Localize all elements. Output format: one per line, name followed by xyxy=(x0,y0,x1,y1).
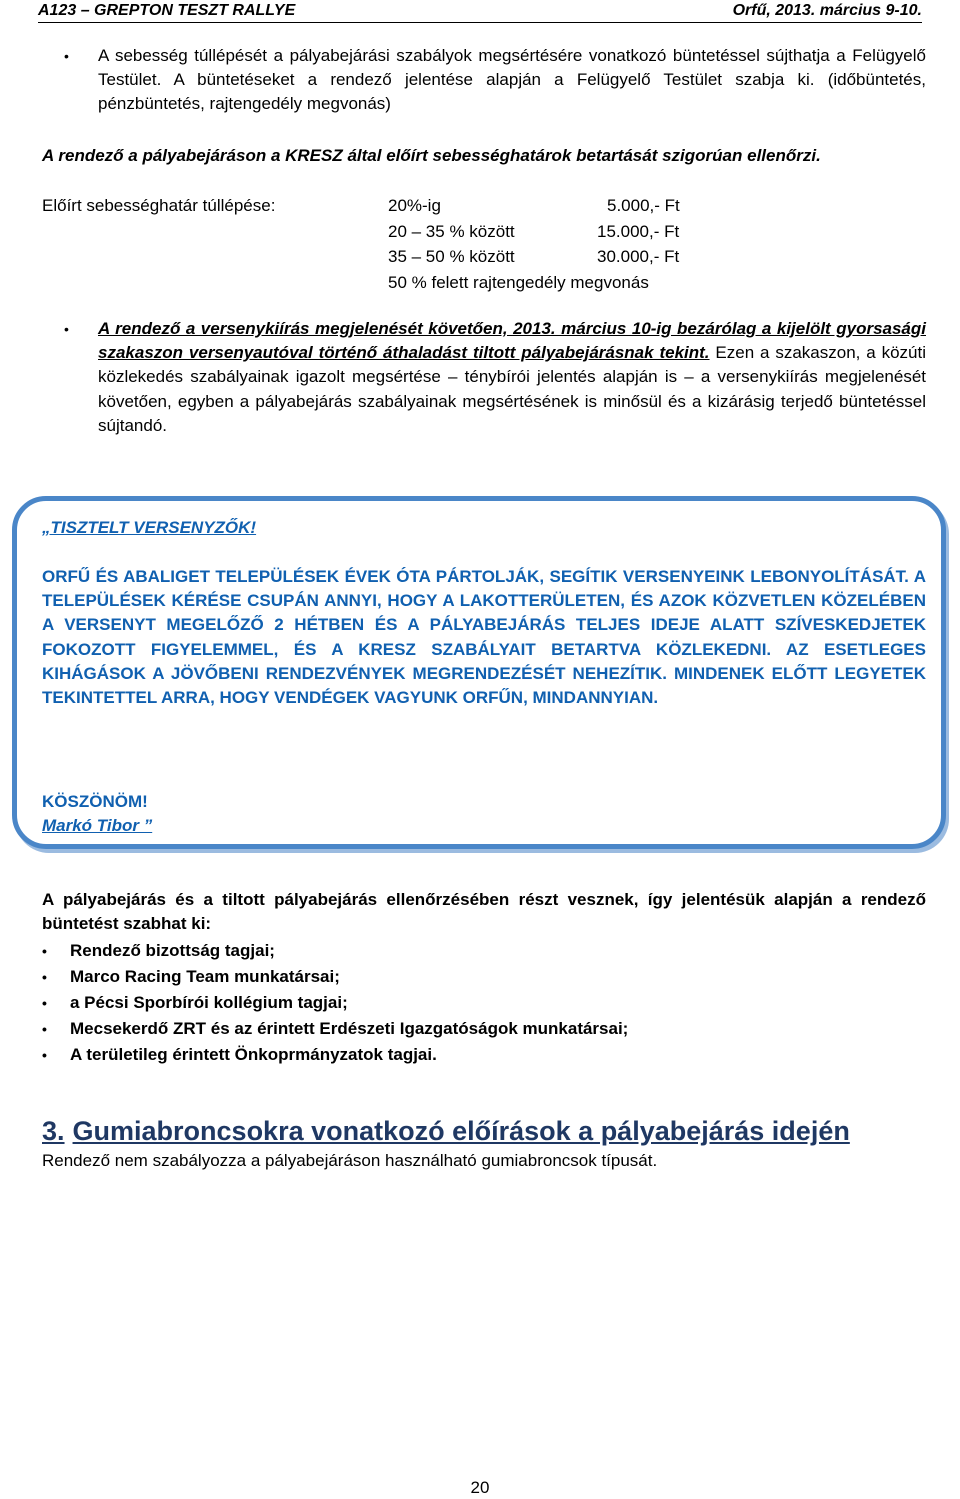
header-date: Orfű, 2013. március 9-10. xyxy=(732,2,922,19)
fines-label: Előírt sebességhatár túllépése: xyxy=(42,196,276,215)
bullet-glyph: • xyxy=(64,321,69,337)
fine-range: 20 – 35 % között xyxy=(388,221,515,241)
list-item xyxy=(42,938,926,964)
list-item-text: A területileg érintett Önkoprmányzatok tagjai. xyxy=(70,1045,437,1064)
page-header xyxy=(38,0,922,23)
bullet-glyph: • xyxy=(64,48,69,64)
fine-amount: 5.000,- Ft xyxy=(607,196,680,215)
section-title: Gumiabroncsokra vonatkozó előírások a pályabejárás idején xyxy=(72,1116,850,1146)
list-item-text: Mecsekerdő ZRT és az érintett Erdészeti Igazgatóságok munkatársai; xyxy=(70,1019,629,1038)
bullet-glyph: • xyxy=(42,1047,47,1063)
forbidden-recon-paragraph xyxy=(42,317,926,438)
bullet-glyph: • xyxy=(42,943,47,959)
bullet-glyph: • xyxy=(42,969,47,985)
notice-title: „TISZTELT VERSENYZŐK! xyxy=(42,518,257,537)
fine-amount: 30.000,- Ft xyxy=(597,247,680,266)
bullet-glyph: • xyxy=(42,995,47,1011)
inspection-intro: A pályabejárás és a tiltott pályabejárás ellenőrzésében részt vesznek, így jelentésük alapján a rendező büntetést szabhat ki: xyxy=(42,890,926,934)
notice-body: ORFŰ ÉS ABALIGET TELEPÜLÉSEK ÉVEK ÓTA PÁRTOLJÁK, SEGÍTIK VERSENYEINK LEBONYOLÍTÁSÁT. A TELEPÜLÉSEK KÉRÉSE CSUPÁN ANNYI, HOGY A LAKOTTERÜLETEN, ÉS AZOK KÖZVETLEN KÖZELÉBEN A VERSENYT MEGELŐZŐ 2 HÉTBEN ÉS A PÁLYABEJÁRÁS TELJES IDEJE ALATT SZÍVESKEDJETEK FOKOZOTT FIGYELEMMEL, ÉS A KRESZ SZABÁLYAIT BETARTVA KÖZLEKEDNI. AZ ESETLEGES KIHÁGÁSOK A JÖVŐBENI RENDEZVÉNYEK MEGRENDEZÉSÉT NEHEZÍTIK. MINDENEK ELŐTT LEGYETEK TEKINTETTEL ARRA, HOGY VENDÉGEK VAGYUNK ORFŰN, MINDANNYIAN. xyxy=(42,567,926,708)
fine-range: 35 – 50 % között xyxy=(388,247,515,266)
forbidden-recon-emphasis: A rendező a versenykiírás megjelenését követően, 2013. március 10-ig bezárólag a kijelölt gyorsasági szakaszon versenyautóval történő áthaladást tiltott pályabejárásnak tekint. xyxy=(98,319,926,363)
list-item xyxy=(42,1016,926,1042)
fine-amount: 15.000,- Ft xyxy=(597,221,680,241)
list-item-text: Marco Racing Team munkatársai; xyxy=(70,967,340,986)
bullet-glyph: • xyxy=(42,1021,47,1037)
list-item-text: a Pécsi Sporbírói kollégium tagjai; xyxy=(70,993,348,1012)
list-item xyxy=(42,1042,926,1068)
list-item xyxy=(42,990,926,1016)
notice-thanks: KÖSZÖNÖM! xyxy=(42,792,148,811)
page-number: 20 xyxy=(470,1478,490,1497)
speeding-penalty-text: A sebesség túllépését a pályabejárási szabályok megsértésére vonatkozó büntetéssel sújthatja a Felügyelő Testület. A büntetéseket a rendező jelentése alapján a Felügyelő Testület szabja ki. (időbüntetés, pénzbüntetés, rajtengedély megvonás) xyxy=(98,46,926,114)
forbidden-recon-text xyxy=(98,317,926,438)
header-title: A123 – GREPTON TESZT RALLYE xyxy=(38,2,296,19)
speed-limit-check-text: A rendező a pályabejáráson a KRESZ által előírt sebességhatárok betartását szigorúan ellenőrzi. xyxy=(42,146,821,165)
fine-range: 20%-ig xyxy=(388,196,441,215)
list-item xyxy=(42,964,926,990)
section-heading xyxy=(42,1114,926,1148)
list-item-text: Rendező bizottság tagjai; xyxy=(70,941,275,960)
tyre-rules-text: Rendező nem szabályozza a pályabejáráson használható gumiabroncsok típusát. xyxy=(42,1151,658,1170)
speeding-penalty-paragraph xyxy=(42,44,926,117)
forbidden-recon-rest: Ezen a szakaszon, a közúti közlekedés szabályainak igazolt megsértése – ténybírói jelentés alapján is – a versenykiírás megjelenését követően, egyben a pályabejárás szabályainak megsértésének is minősül és a kizárásig terjedő büntetéssel sújtandó. xyxy=(98,343,926,435)
section-number: 3. xyxy=(42,1116,65,1146)
inspector-list xyxy=(42,938,926,1068)
notice-signature: Markó Tibor ” xyxy=(42,816,153,835)
fine-range: 50 % felett rajtengedély megvonás xyxy=(388,272,649,292)
